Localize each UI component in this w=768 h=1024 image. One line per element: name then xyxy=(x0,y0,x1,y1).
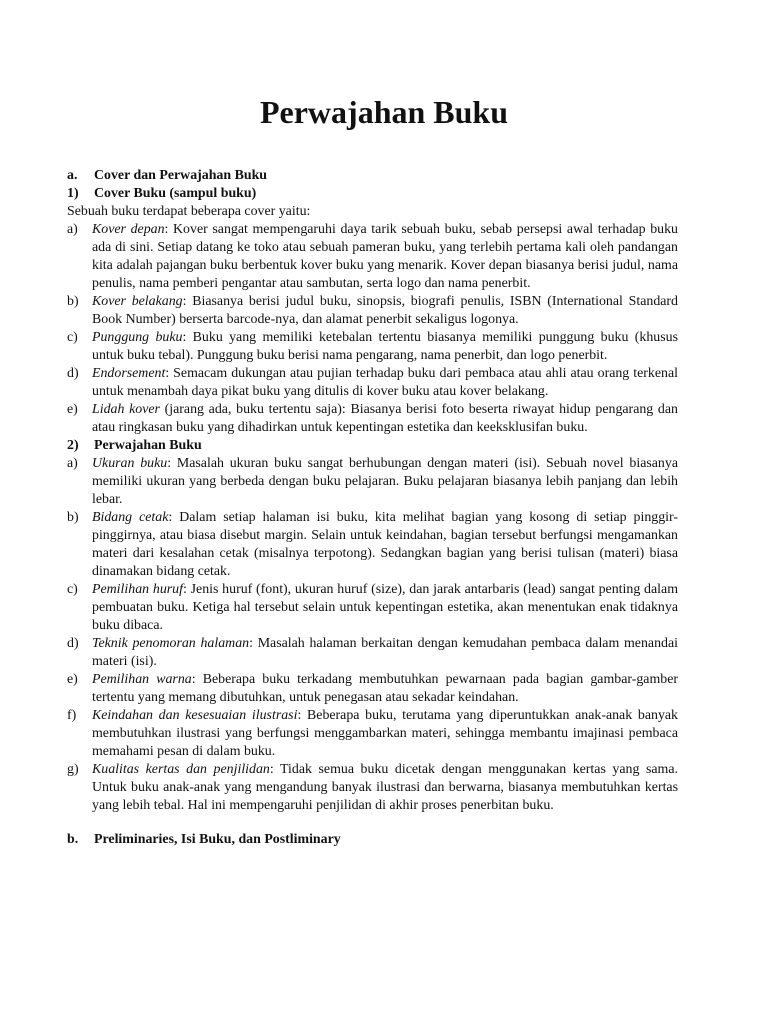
list-item-text xyxy=(92,581,678,635)
subsection-1-label: 1) xyxy=(67,186,79,201)
section-b-heading xyxy=(67,831,678,849)
document-body xyxy=(67,167,678,849)
list-item-text xyxy=(92,635,678,671)
subsection-2-label: 2) xyxy=(67,438,79,453)
list-item-marker: e) xyxy=(67,402,78,417)
subsection-2-title: Perwajahan Buku xyxy=(94,438,202,453)
subsection-1-title: Cover Buku (sampul buku) xyxy=(94,186,257,201)
list-item-term: Kover depan xyxy=(92,222,165,237)
list-item-marker: b) xyxy=(67,510,79,525)
list-item-description: : Biasanya berisi judul buku, sinopsis, biografi penulis, ISBN (International Standard Book Number) berserta barcode-nya, dan alamat penerbit sekaligus logonya. xyxy=(92,294,678,327)
list-item-marker: a) xyxy=(67,222,78,237)
list-item-marker: g) xyxy=(67,762,79,777)
list-item xyxy=(67,635,678,671)
list-item xyxy=(67,293,678,329)
list-item xyxy=(67,221,678,293)
section-a-heading xyxy=(67,167,678,185)
list-item xyxy=(67,455,678,509)
list-item-term: Bidang cetak xyxy=(92,510,169,525)
list-item-term: Kover belakang xyxy=(92,294,183,309)
list-item-term: Kualitas kertas dan penjilidan xyxy=(92,762,270,777)
list-item-description: : Masalah ukuran buku sangat berhubungan dengan materi (isi). Sebuah novel biasanya memiliki ukuran yang berbeda dengan buku pelajaran. Buku pelajaran biasanya lebih panjang dan lebih lebar. xyxy=(92,456,678,507)
list-item xyxy=(67,401,678,437)
list-item-marker: a) xyxy=(67,456,78,471)
list-item-text xyxy=(92,329,678,365)
list-item-text xyxy=(92,509,678,581)
list-item-marker: f) xyxy=(67,708,77,723)
cover-list xyxy=(67,221,678,437)
list-item xyxy=(67,671,678,707)
subsection-1-intro: Sebuah buku terdapat beberapa cover yaitu: xyxy=(67,204,311,219)
list-item-marker: e) xyxy=(67,672,78,687)
list-item-text xyxy=(92,761,678,815)
list-item-text xyxy=(92,707,678,761)
list-item-marker: c) xyxy=(67,582,78,597)
list-item-description: : Dalam setiap halaman isi buku, kita melihat bagian yang kosong di setiap pinggir-pinggirnya, atau biasa disebut margin. Selain untuk keindahan, bagian tersebut berfungsi mengamankan materi dari kesalahan cetak (misalnya terpotong). Sedangkan bagian yang berisi tulisan (materi) biasa dinamakan bidang cetak. xyxy=(92,510,679,579)
list-item-term: Lidah kover xyxy=(92,402,160,417)
list-item-term: Pemilihan huruf xyxy=(92,582,183,597)
list-item-description: : Tidak semua buku dicetak dengan menggunakan kertas yang sama. Untuk buku anak-anak yang mengandung banyak ilustrasi dan berwarna, biasanya membutuhkan kertas yang lebih tebal. Hal ini mempengaruhi penjilidan di akhir proses penerbitan buku. xyxy=(92,762,678,813)
list-item-text xyxy=(92,293,678,329)
list-item-text xyxy=(92,221,678,293)
list-item xyxy=(67,509,678,581)
list-item-description: : Beberapa buku, terutama yang diperuntukkan anak-anak banyak membutuhkan ilustrasi yang berfungsi menggambarkan materi, sehingga membantu imajinasi pembaca memahami pesan di dalam buku. xyxy=(92,708,678,759)
layout-list xyxy=(67,455,678,815)
list-item-term: Endorsement xyxy=(92,366,166,381)
list-item-description: : Jenis huruf (font), ukuran huruf (size), dan jarak antarbaris (lead) sangat penting dalam pembuatan buku. Ketiga hal tersebut selain untuk kepentingan estetika, akan menentukan enak tidaknya buku dibaca. xyxy=(92,582,678,633)
list-item-term: Punggung buku xyxy=(92,330,183,345)
list-item-description: : Kover sangat mempengaruhi daya tarik sebuah buku, sebab persepsi awal terhadap buku ada di sini. Setiap datang ke toko atau sebuah pameran buku, yang terlebih pertama kali oleh pandangan kita adalah pajangan buku berbentuk kover buku yang menarik. Kover depan biasanya berisi judul, nama penulis, nama pemberi pengantar atau sambutan, serta logo dan nama penerbit. xyxy=(92,222,678,291)
list-item xyxy=(67,707,678,761)
list-item xyxy=(67,761,678,815)
list-item-marker: c) xyxy=(67,330,78,345)
section-b-title: Preliminaries, Isi Buku, dan Postliminary xyxy=(94,832,341,847)
list-item-text xyxy=(92,671,678,707)
list-item-description: : Semacam dukungan atau pujian terhadap buku dari pembaca atau ahli atau orang terkenal untuk menambah daya pikat buku yang ditulis di kover buku atau kover belakang. xyxy=(92,366,678,399)
section-gap xyxy=(67,815,678,831)
list-item-term: Teknik penomoran halaman xyxy=(92,636,250,651)
list-item-term: Pemilihan warna xyxy=(92,672,192,687)
page-title: Perwajahan Buku xyxy=(259,94,509,130)
list-item-text xyxy=(92,365,678,401)
list-item-text xyxy=(92,455,678,509)
list-item-marker: d) xyxy=(67,366,79,381)
list-item-marker: d) xyxy=(67,636,79,651)
list-item xyxy=(67,365,678,401)
subsection-1-heading xyxy=(67,185,678,203)
list-item xyxy=(67,329,678,365)
list-item-text xyxy=(92,401,678,437)
list-item-term: Ukuran buku xyxy=(92,456,168,471)
subsection-2-heading xyxy=(67,437,678,455)
list-item-description: : Beberapa buku terkadang membutuhkan pewarnaan pada bagian gambar-gamber tertentu yang memang dibutuhkan, untuk penegasan atau sekadar keindahan. xyxy=(92,672,678,705)
list-item-marker: b) xyxy=(67,294,79,309)
list-item xyxy=(67,581,678,635)
section-a-title: Cover dan Perwajahan Buku xyxy=(94,168,268,183)
section-a-label: a. xyxy=(67,168,78,183)
list-item-description: : Buku yang memiliki ketebalan tertentu biasanya memiliki punggung buku (khusus untuk buku tebal). Punggung buku berisi nama pengarang, nama penerbit, dan logo penerbit. xyxy=(92,330,678,363)
list-item-description: : Masalah halaman berkaitan dengan kemudahan pembaca dalam menandai materi (isi). xyxy=(92,636,679,669)
list-item-term: Keindahan dan kesesuaian ilustrasi xyxy=(92,708,298,723)
list-item-description: (jarang ada, buku tertentu saja): Biasanya berisi foto beserta riwayat hidup pengarang dan atau ringkasan buku yang dihadirkan untuk kepentingan estetika dan keeksklusifan buku. xyxy=(92,402,678,435)
section-b-label: b. xyxy=(67,832,79,847)
